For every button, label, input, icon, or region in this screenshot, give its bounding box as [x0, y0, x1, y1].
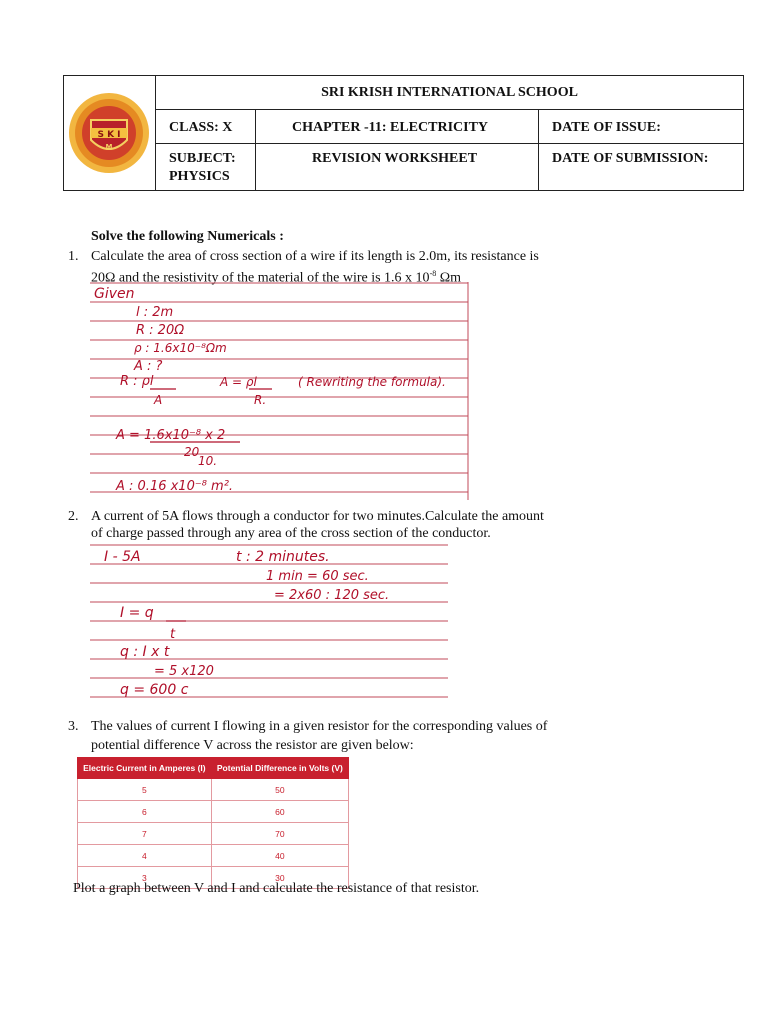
table-cell: 7 — [78, 823, 212, 845]
q1-work-a-unknown: A : ? — [134, 359, 163, 374]
class-label: CLASS: X — [169, 120, 233, 135]
school-name: SRI KRISH INTERNATIONAL SCHOOL — [156, 76, 743, 110]
q1-work-note: ( Rewriting the formula). — [298, 375, 446, 389]
q2-work-120sec: = 2x60 : 120 sec. — [274, 588, 390, 603]
date-of-submission-label: DATE OF SUBMISSION: — [552, 151, 709, 166]
subject-line1: SUBJECT: — [169, 151, 236, 166]
q2-handwritten-solution — [90, 544, 450, 710]
q1-line1: Calculate the area of cross section of a wire if its length is 2.0m, its resistance is — [91, 249, 539, 264]
table-cell: 4 — [78, 845, 212, 867]
q3-line2: potential difference V across the resistor are given below: — [91, 738, 414, 753]
q2-work-min-sec: 1 min = 60 sec. — [266, 569, 369, 584]
table-cell: 3 — [78, 867, 212, 889]
q1-number: 1. — [68, 249, 79, 264]
date-of-issue-label: DATE OF ISSUE: — [552, 120, 661, 135]
subject-line2: PHYSICS — [169, 169, 230, 184]
q2-number: 2. — [68, 509, 79, 524]
q1-work-r: R : 20Ω — [136, 323, 185, 338]
q1-work-formula-den: A — [154, 393, 163, 407]
logo-cell — [64, 76, 156, 190]
q3-followup: Plot a graph between V and I and calculate the resistance of that resistor. — [73, 881, 480, 896]
q2-work-formula-den: t — [170, 627, 176, 642]
q2-work-q-it: q : I x t — [120, 644, 170, 660]
logo-letters: S K I — [97, 130, 121, 140]
q2-work-5x120: = 5 x120 — [154, 664, 214, 679]
table-row — [78, 801, 349, 823]
table-cell: 6 — [78, 801, 212, 823]
q1-handwritten-solution — [90, 282, 470, 502]
q2-work-time: t : 2 minutes. — [236, 549, 330, 565]
q2-line1: A current of 5A flows through a conductor for two minutes.Calculate the amount — [91, 509, 544, 524]
table-cell: 70 — [211, 823, 348, 845]
section-title: Solve the following Numericals : — [91, 229, 284, 244]
school-logo — [64, 76, 154, 190]
q1-line2: 20Ω and the resistivity of the material of the wire is 1.6 x $10^{-8}$ Ωm — [91, 269, 462, 286]
q1-work-formula: R : ρl — [120, 374, 154, 389]
q1-work-answer: A : 0.16 x10⁻⁸ m². — [116, 479, 234, 494]
q1-work-rho: ρ : 1.6x10⁻⁸Ωm — [134, 341, 227, 355]
header-table — [63, 75, 744, 191]
table-cell: 30 — [211, 867, 348, 889]
table-header-voltage: Potential Difference in Volts (V) — [211, 758, 348, 779]
q1-work-given: Given — [94, 286, 135, 302]
chapter-title: CHAPTER -11: ELECTRICITY — [292, 120, 489, 135]
table-cell: 5 — [78, 779, 212, 801]
table-header-row — [78, 758, 349, 779]
q1-work-den-10: 10. — [198, 454, 218, 468]
current-voltage-table — [77, 757, 349, 889]
q1-work-substitution: A = 1.6x10⁻⁸ x 2 — [116, 428, 226, 443]
table-cell: 40 — [211, 845, 348, 867]
worksheet-title: REVISION WORKSHEET — [312, 151, 478, 166]
table-header-current: Electric Current in Amperes (I) — [78, 758, 212, 779]
table-cell: 60 — [211, 801, 348, 823]
q1-work-rewrite-den: R. — [254, 393, 267, 407]
q1-work-rewrite: A = ρl — [220, 375, 257, 389]
q2-work-answer: q = 600 c — [120, 682, 189, 698]
table-row — [78, 779, 349, 801]
q1-work-l: l : 2m — [136, 305, 174, 320]
q1-work-den-20: 20 — [184, 445, 200, 459]
q2-work-formula: I = q — [120, 605, 154, 621]
table-cell: 50 — [211, 779, 348, 801]
q3-number: 3. — [68, 719, 79, 734]
q3-line1: The values of current I flowing in a given resistor for the corresponding values of — [91, 719, 548, 734]
table-row — [78, 845, 349, 867]
table-row — [78, 823, 349, 845]
q2-line2: of charge passed through any area of the cross section of the conductor. — [91, 526, 491, 541]
logo-bottom-letter: M — [105, 143, 113, 151]
subject-label — [156, 142, 256, 186]
q2-work-current: I - 5A — [104, 549, 141, 565]
